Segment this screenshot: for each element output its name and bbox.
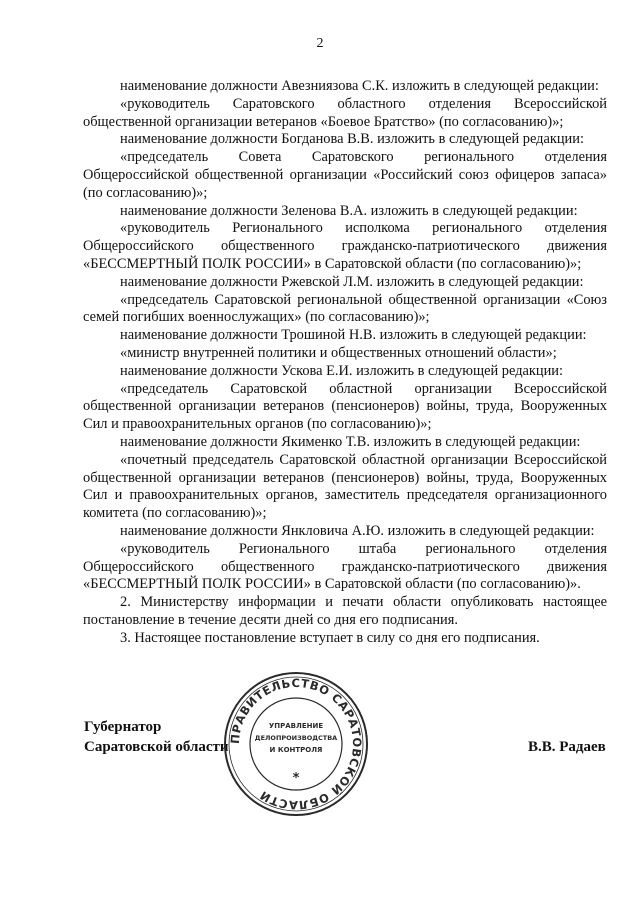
signatory-title-line-2: Саратовской области bbox=[84, 739, 229, 755]
paragraph-18: 3. Настоящее постановление вступает в силу со дня его подписания. bbox=[120, 629, 540, 646]
paragraph-8: «председатель Саратовской региональной общественной организации «Союз семей погибших военнослужащих» (по согласованию)»; bbox=[83, 291, 607, 326]
official-seal bbox=[222, 670, 370, 818]
paragraph-4: «председатель Совета Саратовского регионального отделения Общероссийской общественной организации «Российский союз офицеров запаса» (по согласованию)»; bbox=[83, 149, 607, 201]
paragraph-6: «руководитель Регионального исполкома регионального отделения Общероссийского общественного гражданско-патриотического движения «БЕССМЕРТНЫЙ ПОЛК РОССИИ» в Саратовской области (по согласованию)»; bbox=[83, 220, 607, 272]
paragraph-3: наименование должности Богданова В.В. изложить в следующей редакции: bbox=[120, 131, 584, 148]
paragraph-13: наименование должности Якименко Т.В. изложить в следующей редакции: bbox=[120, 433, 581, 450]
paragraph-1: наименование должности Авезниязова С.К. изложить в следующей редакции: bbox=[120, 78, 599, 94]
seal-inner-line-1: УПРАВЛЕНИЕ bbox=[268, 722, 324, 730]
paragraph-9: наименование должности Трошиной Н.В. изложить в следующей редакции: bbox=[120, 327, 587, 344]
paragraph-11: наименование должности Ускова Е.И. изложить в следующей редакции: bbox=[120, 362, 563, 379]
seal-inner-line-2: ДЕЛОПРОИЗВОДСТВА bbox=[254, 734, 338, 742]
page-number: 2 bbox=[316, 36, 324, 51]
paragraph-12: «председатель Саратовской областной организации Всероссийской общественной организации ветеранов (пенсионеров) войны, труда, Вооруженных Сил и правоохранительных органов (по согласованию)»; bbox=[83, 380, 607, 433]
signatory-title-line-1: Губернатор bbox=[84, 719, 162, 735]
paragraph-16: «руководитель Регионального штаба регионального отделения Общероссийского общественного гражданско-патриотического движения «БЕССМЕРТНЫЙ ПОЛК РОССИИ» в Саратовской области (по согласованию)». bbox=[83, 540, 607, 593]
document-body bbox=[83, 78, 607, 648]
paragraph-15: наименование должности Янкловича А.Ю. изложить в следующей редакции: bbox=[120, 522, 595, 539]
seal-star-icon: * bbox=[292, 771, 300, 786]
paragraph-10: «министр внутренней политики и общественных отношений области»; bbox=[120, 344, 557, 361]
paragraph-17: 2. Министерству информации и печати области опубликовать настоящее постановление в течение десяти дней со дня его подписания. bbox=[83, 594, 607, 628]
svg-text:ПРАВИТЕЛЬСТВО САРАТОВСКОЙ ОБЛА bbox=[228, 676, 364, 812]
seal-inner-line-3: И КОНТРОЛЯ bbox=[269, 746, 323, 754]
paragraph-5: наименование должности Зеленова В.А. изложить в следующей редакции: bbox=[120, 202, 578, 219]
seal-outer-text: ПРАВИТЕЛЬСТВО САРАТОВСКОЙ ОБЛАСТИ bbox=[227, 675, 365, 813]
paragraph-2: «руководитель Саратовского областного отделения Всероссийской общественной организации ветеранов «Боевое Братство» (по согласованию)»; bbox=[83, 95, 607, 130]
signatory-title bbox=[84, 717, 229, 757]
signatory-name: В.В. Радаев bbox=[528, 739, 606, 755]
paragraph-14: «почетный председатель Саратовской областной организации Всероссийской общественной организации ветеранов (пенсионеров) войны, труда, Вооруженных Сил и правоохранительных органов, заместитель председателя организационного комитета (по согласованию)»; bbox=[83, 451, 607, 522]
paragraph-7: наименование должности Ржевской Л.М. изложить в следующей редакции: bbox=[120, 273, 584, 290]
